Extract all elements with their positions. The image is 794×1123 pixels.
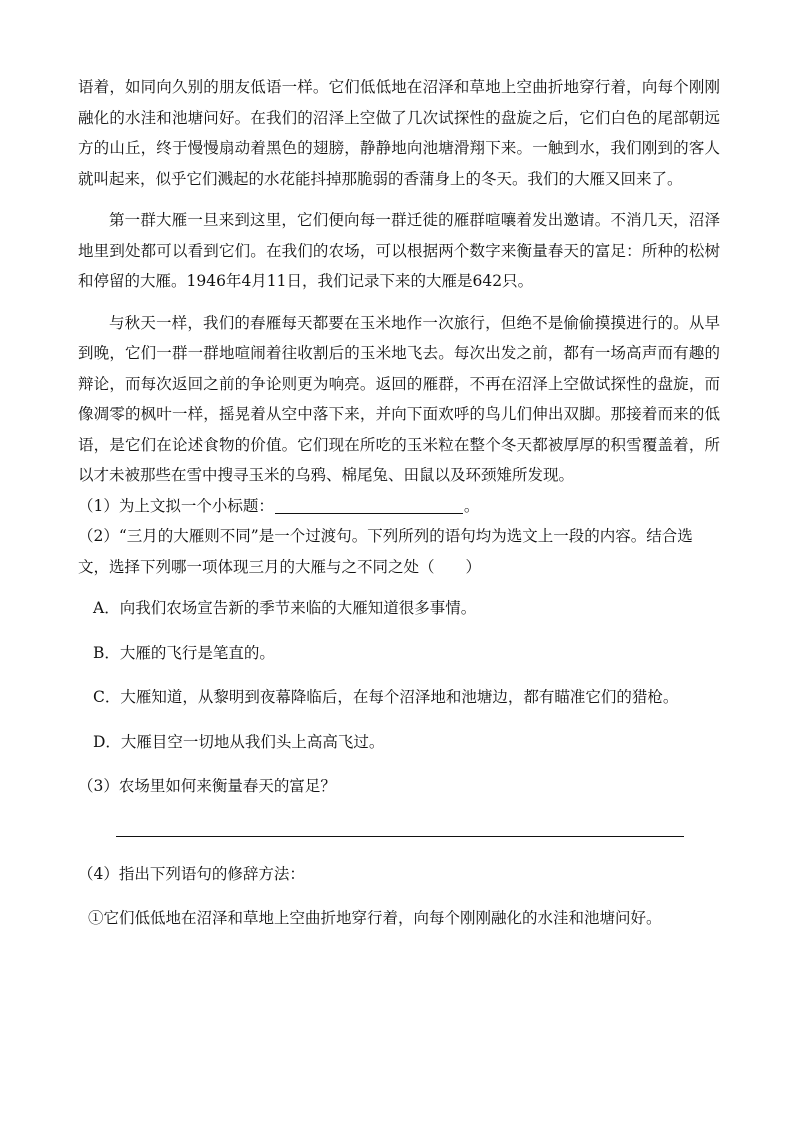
question-1-answer-blank[interactable] xyxy=(275,495,463,514)
question-3: （3）农场里如何来衡量春天的富足？ xyxy=(78,777,336,795)
option-c[interactable]: C．大雁知道，从黎明到夜幕降临后，在每个沼泽地和池塘边，都有瞄准它们的猎枪。 xyxy=(93,688,679,706)
passage-paragraph-1: 语着，如同向久别的朋友低语一样。它们低低地在沼泽和草地上空曲折地穿行着，向每个刚刚融化的水洼和池塘问好。在我们的沼泽上空做了几次试探性的盘旋之后，它们白色的尾部朝远方的山丘，终于慢慢扇动着黑色的翅膀，静静地向池塘滑翔下来。一触到水，我们刚到的客人就叫起来，似乎它们溅起的水花能抖掉那脆弱的香蒲身上的冬天。我们的大雁又回来了。 xyxy=(78,78,720,188)
question-1-suffix: 。 xyxy=(463,496,480,515)
passage-paragraph-2: 第一群大雁一旦来到这里，它们便向每一群迁徙的雁群喧嚷着发出邀请。不消几天，沼泽地里到处都可以看到它们。在我们的农场，可以根据两个数字来衡量春天的富足：所种的松树和停留的大雁。1946年4月11日，我们记录下来的大雁是642只。 xyxy=(78,211,720,290)
question-2: （2）“三月的大雁则不同”是一个过渡句。下列所列的语句均为选文上一段的内容。结合选文，选择下列哪一项体现三月的大雁与之不同之处（ ） xyxy=(78,527,693,576)
question-4: （4）指出下列语句的修辞方法： xyxy=(78,864,305,883)
question-2-options xyxy=(78,593,720,757)
question-1-text: （1）为上文拟一个小标题： xyxy=(78,496,274,515)
question-4-item-1: ①它们低低地在沼泽和草地上空曲折地穿行着，向每个刚刚融化的水洼和池塘问好。 xyxy=(88,909,662,927)
question-1 xyxy=(78,491,720,522)
option-a[interactable]: A．向我们农场宣告新的季节来临的大雁知道很多事情。 xyxy=(93,599,477,617)
option-d[interactable]: D．大雁目空一切地从我们头上高高飞过。 xyxy=(93,732,385,751)
question-3-answer-line[interactable] xyxy=(116,835,684,837)
passage-paragraph-3: 与秋天一样，我们的春雁每天都要在玉米地作一次旅行，但绝不是偷偷摸摸进行的。从早到晚，它们一群一群地喧闹着往收割后的玉米地飞去。每次出发之前，都有一场高声而有趣的辩论，而每次返回之前的争论则更为响亮。返回的雁群，不再在沼泽上空做试探性的盘旋，而像凋零的枫叶一样，摇晃着从空中落下来，并向下面欢呼的鸟儿们伸出双脚。那接着而来的低语，是它们在论述食物的价值。它们现在所吃的玉米粒在整个冬天都被厚厚的积雪覆盖着，所以才未被那些在雪中搜寻玉米的乌鸦、棉尾兔、田鼠以及环颈雉所发现。 xyxy=(78,313,720,484)
option-b[interactable]: B．大雁的飞行是笔直的。 xyxy=(93,643,275,662)
document-page xyxy=(78,72,720,934)
